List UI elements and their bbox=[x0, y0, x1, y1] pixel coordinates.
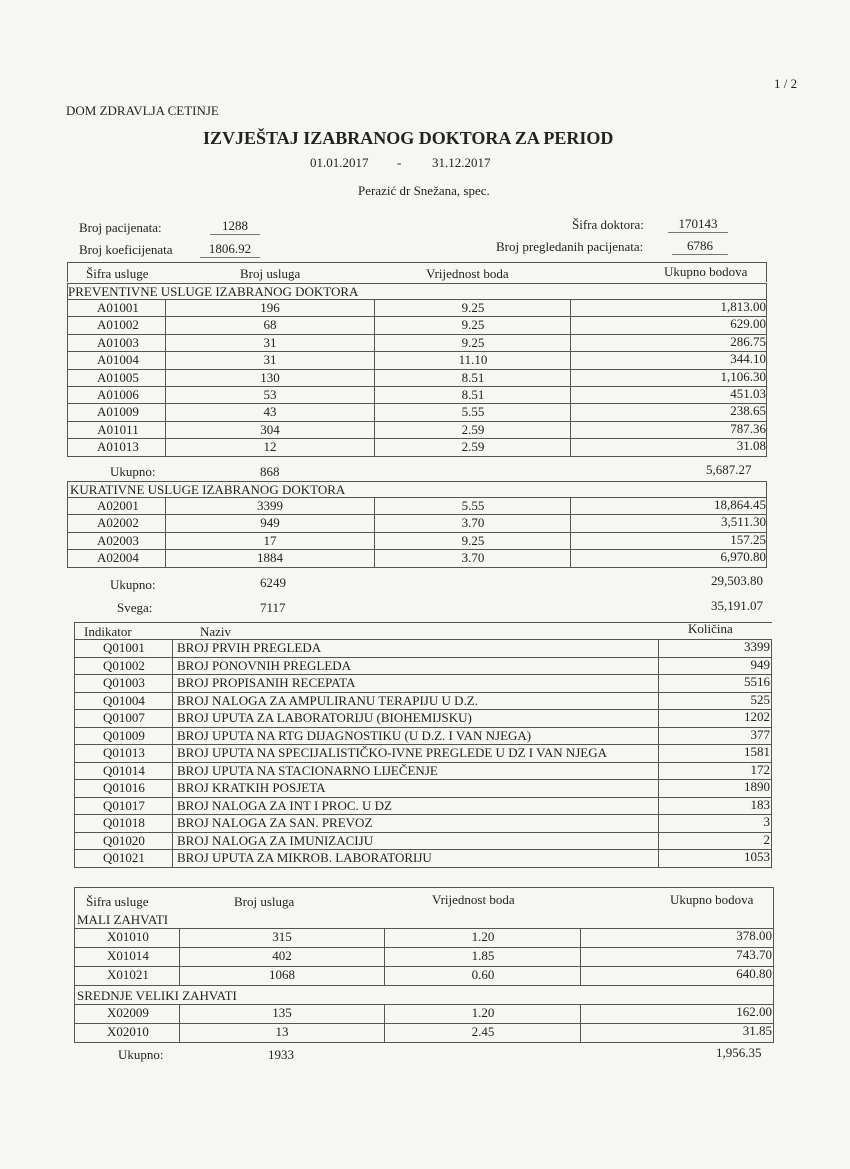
point-value: 9.25 bbox=[461, 317, 485, 333]
total-points: 31.08 bbox=[736, 438, 766, 454]
indicator-quantity: 377 bbox=[750, 726, 770, 742]
doctor-code-label: Šifra doktora: bbox=[572, 217, 644, 232]
t1-header-count: Broj usluga bbox=[240, 266, 301, 281]
service-count: 12 bbox=[263, 439, 277, 455]
indicator-name: BROJ NALOGA ZA INT I PROC. U DZ bbox=[177, 797, 392, 813]
service-code: A01005 bbox=[97, 369, 139, 385]
t2-header-indicator: Indikator bbox=[84, 624, 132, 639]
t1-section-preventive: PREVENTIVNE USLUGE IZABRANOG DOKTORA bbox=[68, 284, 359, 299]
examined-value: 6786 bbox=[672, 238, 728, 255]
patients-value: 1288 bbox=[210, 218, 260, 235]
indicator-quantity: 1202 bbox=[744, 709, 770, 724]
service-count: 1884 bbox=[257, 550, 283, 566]
service-count: 315 bbox=[272, 929, 292, 944]
service-code: A02003 bbox=[97, 532, 139, 548]
service-count: 17 bbox=[263, 532, 277, 548]
indicator-name: BROJ PROPISANIH RECEPATA bbox=[177, 675, 356, 690]
t1-preventive-total-count: 868 bbox=[260, 464, 280, 479]
total-points: 18,864.45 bbox=[714, 497, 766, 512]
indicator-quantity: 1890 bbox=[744, 779, 770, 794]
service-code: A01006 bbox=[97, 387, 139, 402]
indicator-quantity: 949 bbox=[750, 656, 770, 672]
t1-preventive-total-points: 5,687.27 bbox=[706, 462, 752, 477]
total-points: 640.80 bbox=[736, 966, 772, 981]
t1-header-code: Šifra usluge bbox=[86, 266, 149, 281]
service-count: 135 bbox=[272, 1005, 292, 1020]
indicator-quantity: 525 bbox=[750, 691, 770, 707]
indicator-code: Q01004 bbox=[103, 692, 145, 708]
service-code: A01009 bbox=[97, 404, 139, 420]
indicator-quantity: 172 bbox=[750, 761, 770, 777]
total-points: 344.10 bbox=[730, 351, 766, 367]
point-value: 9.25 bbox=[461, 300, 485, 315]
service-count: 53 bbox=[263, 387, 277, 402]
point-value: 1.85 bbox=[471, 948, 495, 963]
t2-header-name: Naziv bbox=[200, 624, 232, 639]
t1-curative-total-count: 6249 bbox=[260, 575, 286, 590]
t1-curative-total-label: Ukupno: bbox=[110, 577, 156, 592]
t3-total-label: Ukupno: bbox=[118, 1047, 164, 1062]
service-count: 949 bbox=[260, 515, 280, 531]
total-points: 743.70 bbox=[736, 947, 772, 962]
period-from: 01.01.2017 bbox=[310, 155, 369, 170]
indicator-name: BROJ UPUTA NA SPECIJALISTIČKO-IVNE PREGLEDE U DZ I VAN NJEGA bbox=[177, 745, 608, 760]
point-value: 11.10 bbox=[458, 352, 488, 368]
service-count: 304 bbox=[260, 421, 280, 437]
total-points: 162.00 bbox=[736, 1004, 772, 1019]
indicator-code: Q01001 bbox=[103, 640, 145, 655]
service-count: 1068 bbox=[269, 967, 295, 982]
service-code: A02004 bbox=[97, 550, 139, 566]
total-points: 629.00 bbox=[730, 316, 766, 332]
period-to: 31.12.2017 bbox=[432, 155, 491, 170]
t3-header-code: Šifra usluge bbox=[86, 894, 149, 909]
t1-section-curative: KURATIVNE USLUGE IZABRANOG DOKTORA bbox=[70, 482, 346, 497]
t3-header-count: Broj usluga bbox=[234, 894, 295, 909]
service-code: X01010 bbox=[107, 929, 149, 944]
t1-header-value: Vrijednost boda bbox=[426, 266, 509, 281]
service-code: X02009 bbox=[107, 1005, 149, 1020]
point-value: 2.59 bbox=[461, 439, 485, 455]
total-points: 451.03 bbox=[730, 386, 766, 401]
t3-section-small: MALI ZAHVATI bbox=[77, 912, 169, 927]
indicator-quantity: 5516 bbox=[744, 674, 770, 689]
doctor-name: Perazić dr Snežana, spec. bbox=[358, 183, 490, 198]
indicator-quantity: 183 bbox=[750, 796, 770, 812]
patients-label: Broj pacijenata: bbox=[79, 220, 162, 235]
service-count: 31 bbox=[263, 352, 277, 368]
t1-header-total: Ukupno bodova bbox=[664, 264, 748, 279]
point-value: 3.70 bbox=[461, 550, 485, 566]
point-value: 0.60 bbox=[471, 967, 495, 982]
t1-grand-total-label: Svega: bbox=[117, 600, 153, 615]
service-code: X01014 bbox=[107, 948, 149, 963]
coef-value: 1806.92 bbox=[200, 241, 260, 258]
service-code: A01013 bbox=[97, 439, 139, 455]
point-value: 3.70 bbox=[461, 515, 485, 531]
point-value: 1.20 bbox=[471, 929, 495, 944]
service-code: X01021 bbox=[107, 967, 149, 982]
indicator-name: BROJ PRVIH PREGLEDA bbox=[177, 640, 322, 655]
indicator-quantity: 1053 bbox=[744, 849, 770, 864]
point-value: 5.55 bbox=[461, 404, 485, 420]
point-value: 1.20 bbox=[471, 1005, 495, 1020]
period-dash: - bbox=[397, 155, 402, 170]
total-points: 31.85 bbox=[742, 1023, 772, 1038]
indicator-name: BROJ PONOVNIH PREGLEDA bbox=[177, 657, 352, 673]
point-value: 9.25 bbox=[461, 334, 485, 350]
service-count: 3399 bbox=[257, 498, 283, 513]
total-points: 238.65 bbox=[730, 403, 766, 419]
indicator-code: Q01013 bbox=[103, 745, 145, 760]
t3-header-value: Vrijednost boda bbox=[432, 892, 515, 907]
service-count: 402 bbox=[272, 948, 292, 963]
page-number: 1 / 2 bbox=[774, 76, 798, 91]
total-points: 3,511.30 bbox=[720, 514, 766, 530]
indicator-name: BROJ NALOGA ZA AMPULIRANU TERAPIJU U D.Z. bbox=[177, 692, 478, 708]
total-points: 157.25 bbox=[730, 531, 766, 547]
service-code: A01004 bbox=[97, 352, 139, 368]
indicator-code: Q01003 bbox=[103, 675, 145, 690]
examined-label: Broj pregledanih pacijenata: bbox=[496, 239, 644, 254]
point-value: 8.51 bbox=[461, 387, 485, 402]
service-code: A01002 bbox=[97, 317, 139, 333]
indicator-name: BROJ KRATKIH POSJETA bbox=[177, 780, 326, 795]
t3-total-count: 1933 bbox=[268, 1047, 294, 1062]
t1-grand-total-points: 35,191.07 bbox=[711, 598, 763, 613]
indicator-quantity: 2 bbox=[763, 831, 770, 847]
service-code: A02001 bbox=[97, 498, 139, 513]
total-points: 1,813.00 bbox=[720, 299, 766, 314]
point-value: 9.25 bbox=[461, 532, 485, 548]
indicator-code: Q01017 bbox=[103, 797, 145, 813]
indicator-quantity: 3 bbox=[763, 814, 770, 829]
point-value: 2.59 bbox=[461, 421, 485, 437]
total-points: 378.00 bbox=[736, 928, 772, 943]
indicator-quantity: 1581 bbox=[744, 744, 770, 759]
doctor-code-value: 170143 bbox=[668, 216, 728, 233]
indicator-code: Q01018 bbox=[103, 815, 145, 830]
indicator-code: Q01021 bbox=[103, 850, 145, 865]
indicator-name: BROJ UPUTA NA RTG DIJAGNOSTIKU (U D.Z. I VAN NJEGA) bbox=[177, 727, 532, 743]
service-count: 196 bbox=[260, 300, 280, 315]
indicator-code: Q01020 bbox=[103, 832, 145, 848]
coef-label: Broj koeficijenata bbox=[79, 242, 173, 257]
report-title: IZVJEŠTAJ IZABRANOG DOKTORA ZA PERIOD bbox=[203, 128, 614, 148]
service-count: 43 bbox=[263, 404, 277, 420]
service-code: A01001 bbox=[97, 300, 139, 315]
service-code: A01003 bbox=[97, 334, 139, 350]
indicator-name: BROJ UPUTA ZA MIKROB. LABORATORIJU bbox=[177, 850, 432, 865]
indicator-name: BROJ NALOGA ZA SAN. PREVOZ bbox=[177, 815, 373, 830]
service-code: A02002 bbox=[97, 515, 139, 531]
t1-preventive-total-label: Ukupno: bbox=[110, 464, 156, 479]
total-points: 787.36 bbox=[730, 420, 766, 436]
service-code: A01011 bbox=[97, 421, 139, 437]
service-count: 68 bbox=[263, 317, 277, 333]
indicator-code: Q01014 bbox=[103, 762, 145, 778]
indicator-code: Q01009 bbox=[103, 727, 145, 743]
service-count: 31 bbox=[263, 334, 277, 350]
t2-header-quantity: Količina bbox=[688, 621, 733, 636]
t1-grand-total-count: 7117 bbox=[260, 600, 286, 615]
service-code: X02010 bbox=[107, 1024, 149, 1039]
indicator-code: Q01007 bbox=[103, 710, 145, 725]
total-points: 6,970.80 bbox=[720, 549, 766, 565]
indicator-quantity: 3399 bbox=[744, 639, 770, 654]
point-value: 2.45 bbox=[471, 1024, 495, 1039]
indicator-code: Q01002 bbox=[103, 657, 145, 673]
t3-section-medium: SREDNJE VELIKI ZAHVATI bbox=[77, 988, 237, 1003]
point-value: 5.55 bbox=[461, 498, 485, 513]
service-count: 130 bbox=[260, 369, 280, 385]
indicator-name: BROJ UPUTA ZA LABORATORIJU (BIOHEMIJSKU) bbox=[177, 710, 472, 725]
total-points: 286.75 bbox=[730, 333, 766, 349]
t3-total-points: 1,956.35 bbox=[716, 1045, 762, 1060]
t3-header-total: Ukupno bodova bbox=[670, 892, 754, 907]
service-count: 13 bbox=[275, 1024, 289, 1039]
total-points: 1,106.30 bbox=[720, 368, 766, 384]
indicator-code: Q01016 bbox=[103, 780, 145, 795]
indicator-name: BROJ NALOGA ZA IMUNIZACIJU bbox=[177, 832, 374, 848]
indicator-name: BROJ UPUTA NA STACIONARNO LIJEČENJE bbox=[177, 762, 438, 778]
t1-curative-total-points: 29,503.80 bbox=[711, 573, 763, 588]
institution-name: DOM ZDRAVLJA CETINJE bbox=[66, 103, 219, 118]
point-value: 8.51 bbox=[461, 369, 485, 385]
